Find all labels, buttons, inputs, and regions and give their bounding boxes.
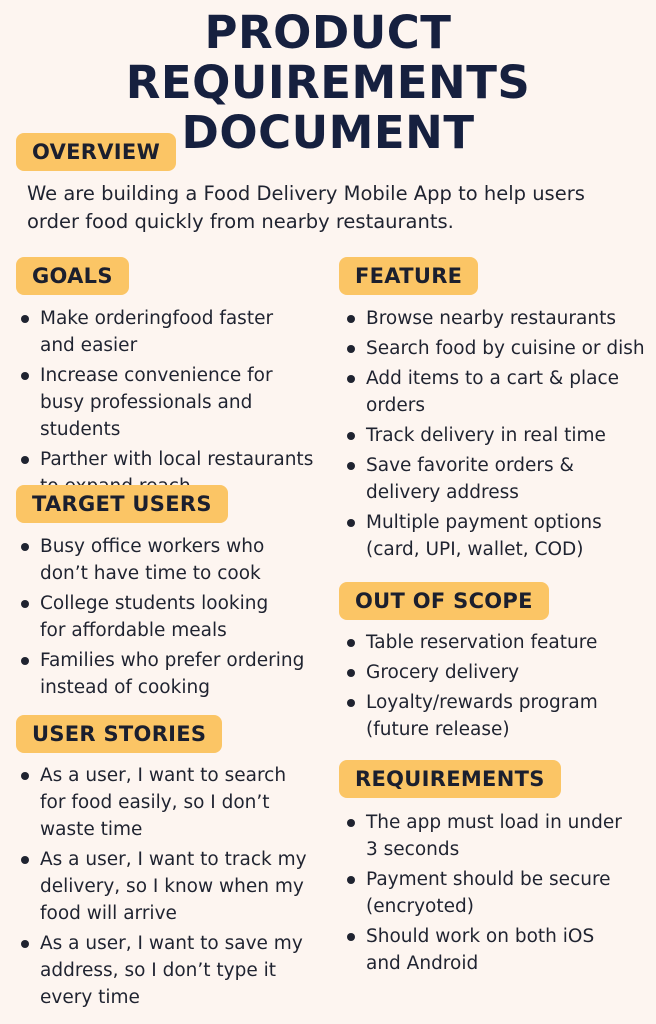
list-item: Loyalty/rewards program (future release) [344, 689, 649, 743]
user-stories-list [18, 762, 338, 1014]
list-item: Families who prefer ordering instead of cooking [18, 647, 338, 701]
list-item: Browse nearby restaurants [344, 305, 649, 332]
list-item: As a user, I want to search for food easily, so I don’t waste time [18, 762, 338, 843]
list-item: Table reservation feature [344, 629, 649, 656]
list-item: Increase convenience for busy professionals and students [18, 362, 338, 443]
target-users-list [18, 533, 338, 704]
list-item: Add items to a cart & place orders [344, 365, 649, 419]
feature-list [344, 305, 649, 566]
out-of-scope-heading: OUT OF SCOPE [339, 582, 549, 620]
list-item: Multiple payment options (card, UPI, wallet, COD) [344, 509, 649, 563]
overview-text: We are building a Food Delivery Mobile App to help users order food quickly from nearby restaurants. [27, 182, 585, 233]
list-item: As a user, I want to save my address, so I don’t type it every time [18, 930, 338, 1011]
out-of-scope-list [344, 629, 649, 746]
overview-heading: OVERVIEW [16, 133, 176, 171]
goals-heading: GOALS [16, 257, 129, 295]
title-line-1: PRODUCT REQUIREMENTS [125, 6, 531, 109]
list-item: Grocery delivery [344, 659, 649, 686]
requirements-list [344, 809, 649, 980]
title-line-2: DOCUMENT [181, 106, 475, 159]
list-item: The app must load in under 3 seconds [344, 809, 649, 863]
feature-heading: FEATURE [339, 257, 478, 295]
list-item: Make orderingfood faster and easier [18, 305, 338, 359]
list-item: Busy office workers who don’t have time to cook [18, 533, 338, 587]
requirements-heading: REQUIREMENTS [339, 760, 561, 798]
list-item: Save favorite orders & delivery address [344, 452, 649, 506]
list-item: Payment should be secure (encryoted) [344, 866, 649, 920]
goals-list [18, 305, 338, 503]
list-item: College students looking for affordable meals [18, 590, 338, 644]
list-item: Track delivery in real time [344, 422, 649, 449]
list-item: Should work on both iOS and Android [344, 923, 649, 977]
list-item: As a user, I want to track my delivery, so I know when my food will arrive [18, 846, 338, 927]
list-item: Parther with local restaurants [18, 446, 338, 500]
list-item: Search food by cuisine or dish [344, 335, 649, 362]
user-stories-heading: USER STORIES [16, 715, 222, 753]
target-users-heading: TARGET USERS [16, 485, 228, 523]
